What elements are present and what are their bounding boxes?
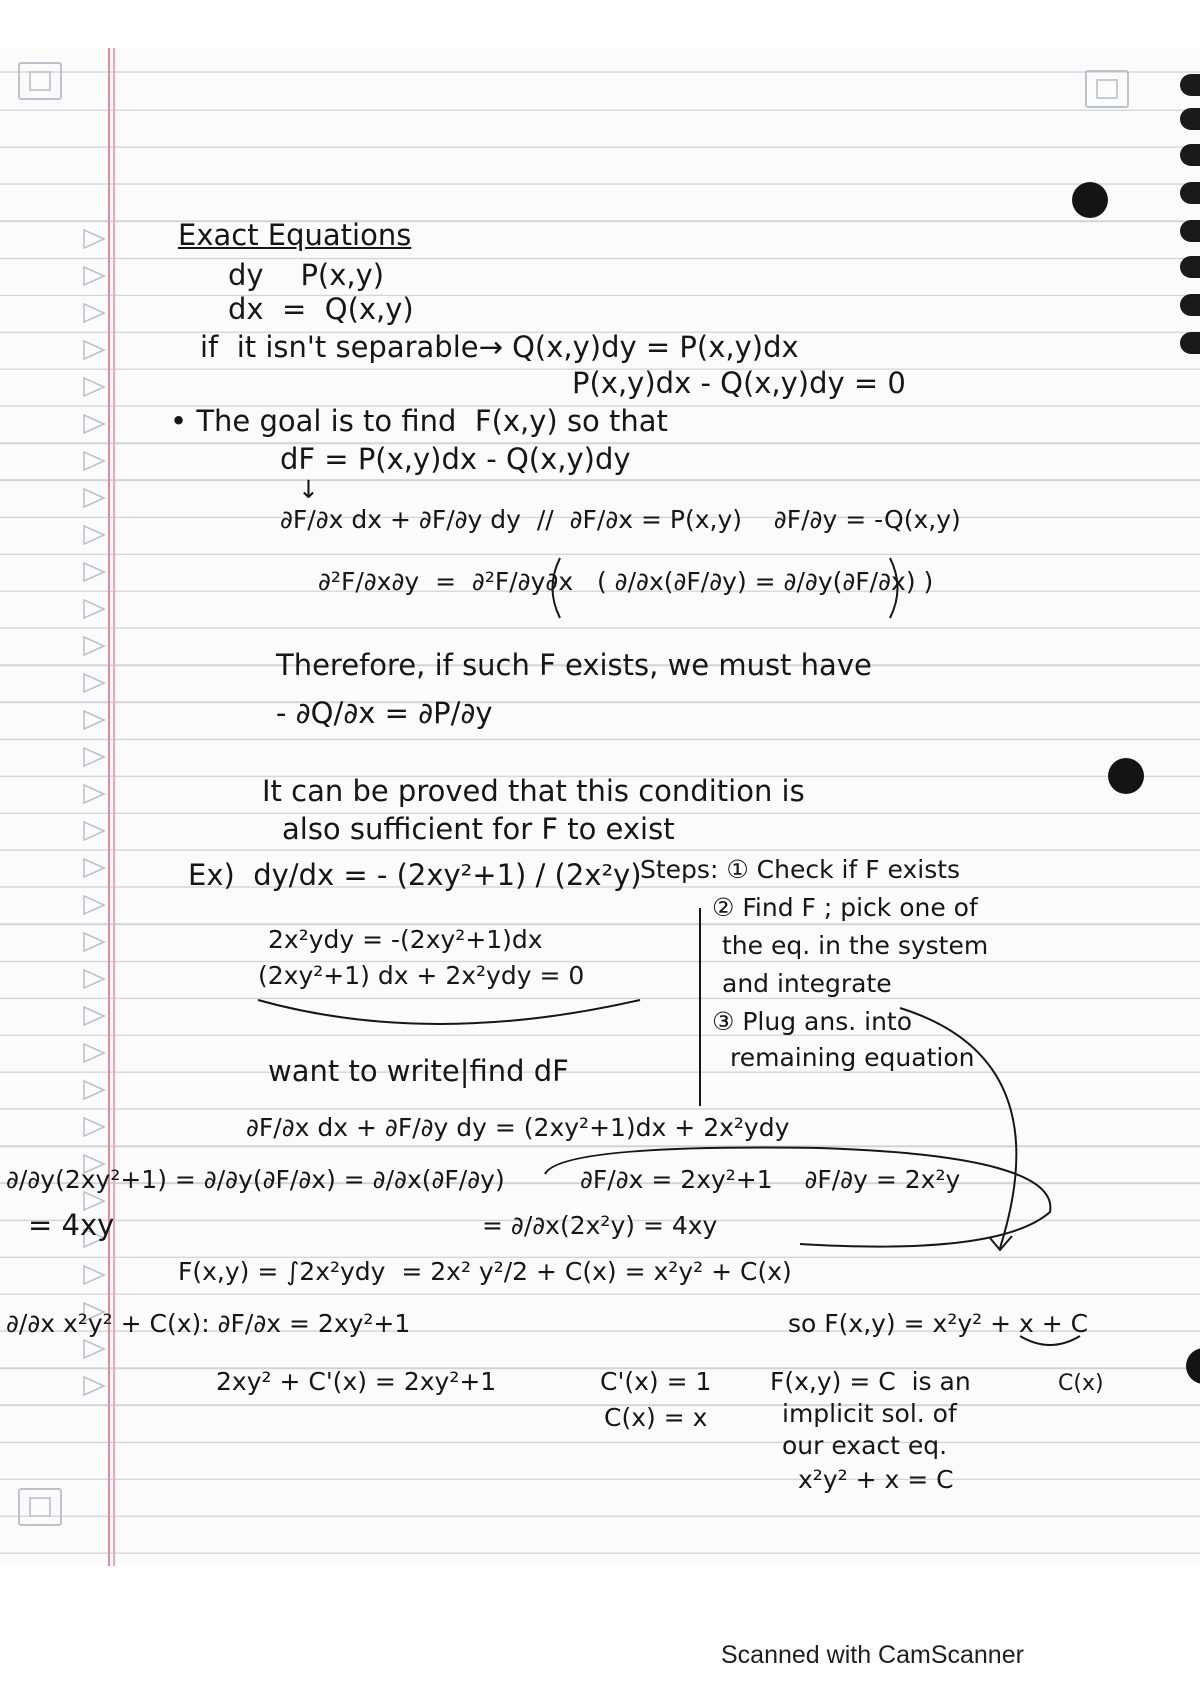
note-line: (2xy²+1) dx + 2x²ydy = 0 [258,961,585,990]
note-line: 2x²ydy = -(2xy²+1)dx [268,925,543,954]
note-line: implicit sol. of [782,1399,957,1428]
note-line: It can be proved that this condition is [262,774,805,808]
note-line: - ∂Q/∂x = ∂P/∂y [276,696,493,730]
note-line: dF = P(x,y)dx - Q(x,y)dy [280,442,631,476]
note-line: also sufficient for F to exist [282,812,675,846]
note-line: ∂/∂y(2xy²+1) = ∂/∂y(∂F/∂x) = ∂/∂x(∂F/∂y) [6,1165,505,1194]
note-line: ∂F/∂x = 2xy²+1 ∂F/∂y = 2x²y [580,1165,961,1194]
notes-title: Exact Equations [178,218,412,252]
note-line: Therefore, if such F exists, we must have [276,648,872,682]
note-line: ∂F/∂x dx + ∂F/∂y dy // ∂F/∂x = P(x,y) ∂F/∂y = -Q(x,y) [280,505,961,534]
note-line: C(x) = x [604,1403,708,1432]
note-line: want to write|find dF [268,1054,569,1088]
note-line: dx = Q(x,y) [228,292,414,326]
notebook-paper [0,48,1200,1566]
steps-line: Steps: ① Check if F exists [640,855,961,884]
note-line: ∂F/∂x dx + ∂F/∂y dy = (2xy²+1)dx + 2x²ydy [246,1113,790,1142]
note-line: P(x,y)dx - Q(x,y)dy = 0 [572,366,906,400]
scanner-watermark: Scanned with CamScanner [721,1641,1024,1669]
steps-line: remaining equation [730,1043,975,1072]
note-line: • The goal is to find F(x,y) so that [170,404,668,438]
steps-line: and integrate [722,969,892,998]
ink-strokes [0,48,1200,1566]
note-line: our exact eq. [782,1431,948,1460]
note-line: C(x) [1058,1371,1104,1396]
note-line: x²y² + x = C [798,1465,954,1494]
note-line: F(x,y) = C is an [770,1367,971,1396]
note-line: dy P(x,y) [228,258,385,292]
note-line: ∂/∂x x²y² + C(x): ∂F/∂x = 2xy²+1 [6,1309,411,1338]
note-line: = ∂/∂x(2x²y) = 4xy [482,1211,718,1240]
steps-line: ② Find F ; pick one of [712,893,978,922]
note-line: = 4xy [28,1208,115,1242]
note-arrow: ↓ [298,475,319,504]
note-line: C'(x) = 1 [600,1367,712,1396]
steps-line: the eq. in the system [722,931,989,960]
note-line: F(x,y) = ∫2x²ydy = 2x² y²/2 + C(x) = x²y² + C(x) [178,1257,792,1286]
note-line: if it isn't separable→ Q(x,y)dy = P(x,y)dx [200,330,799,364]
note-line: ∂²F/∂x∂y = ∂²F/∂y∂x ( ∂/∂x(∂F/∂y) = ∂/∂y(∂F/∂x) ) [318,567,934,596]
note-line: Ex) dy/dx = - (2xy²+1) / (2x²y) [188,858,642,892]
steps-line: ③ Plug ans. into [712,1007,913,1036]
note-line: 2xy² + C'(x) = 2xy²+1 [216,1367,497,1396]
note-line: so F(x,y) = x²y² + x + C [788,1309,1089,1338]
